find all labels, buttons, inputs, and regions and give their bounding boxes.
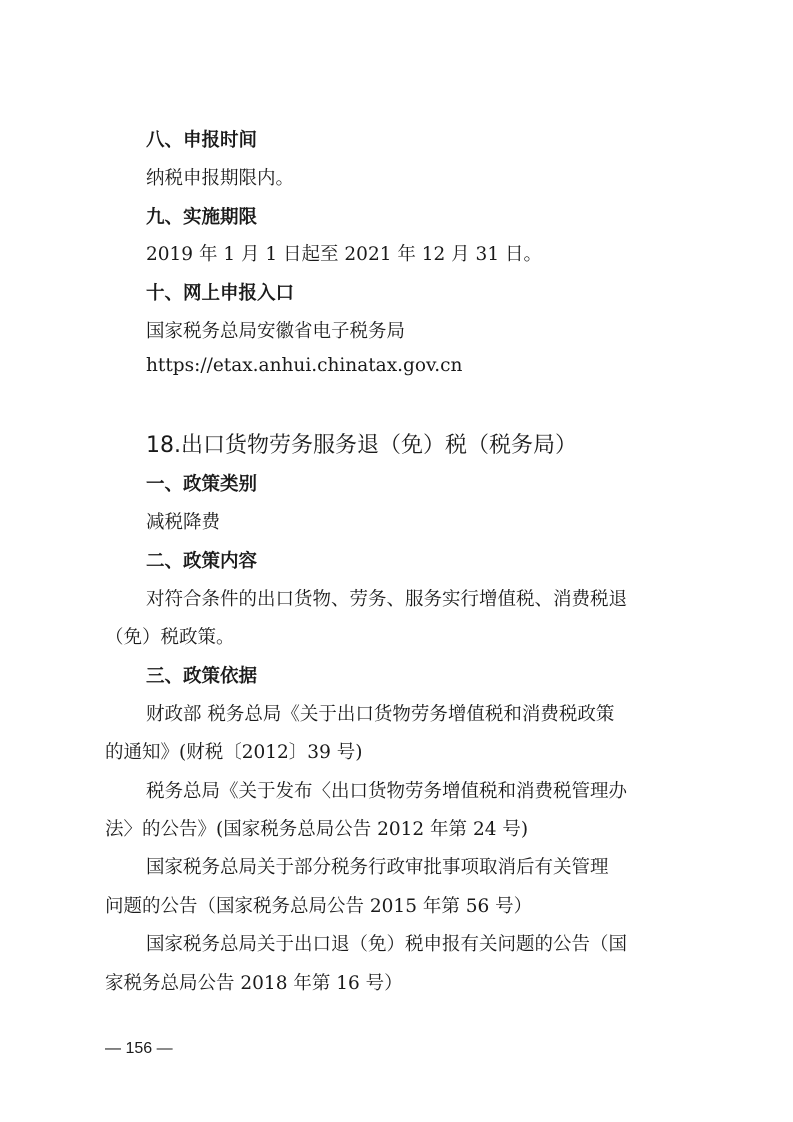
- heading-policy-content: 二、政策内容: [146, 551, 258, 572]
- basis-2-line1: 税务总局《关于发布〈出口货物劳务增值税和消费税管理办: [146, 781, 628, 802]
- text-online-entry-url: https://etax.anhui.chinatax.gov.cn: [146, 355, 463, 376]
- text-policy-category: 减税降费: [146, 512, 221, 533]
- basis-1-line1: 财政部 税务总局《关于出口货物劳务增值税和消费税政策: [146, 704, 615, 725]
- basis-4-line1: 国家税务总局关于出口退（免）税申报有关问题的公告（国: [146, 934, 628, 955]
- text-policy-content-line1: 对符合条件的出口货物、劳务、服务实行增值税、消费税退: [146, 589, 628, 610]
- heading-effective-period: 九、实施期限: [146, 207, 258, 228]
- heading-filing-time: 八、申报时间: [146, 130, 258, 151]
- section-title: 18.出口货物劳务服务退（免）税（税务局）: [146, 433, 577, 458]
- text-effective-period: 2019 年 1 月 1 日起至 2021 年 12 月 31 日。: [146, 244, 542, 265]
- heading-policy-category: 一、政策类别: [146, 474, 258, 495]
- basis-1-line2: 的通知》(财税〔2012〕39 号): [105, 742, 363, 763]
- text-policy-content-line2: （免）税政策。: [105, 627, 235, 648]
- text-online-entry-name: 国家税务总局安徽省电子税务局: [146, 321, 406, 342]
- basis-4-line2: 家税务总局公告 2018 年第 16 号）: [105, 973, 403, 994]
- heading-policy-basis: 三、政策依据: [146, 666, 258, 687]
- basis-3-line2: 问题的公告（国家税务总局公告 2015 年第 56 号）: [105, 896, 533, 917]
- text-filing-time: 纳税申报期限内。: [146, 168, 295, 189]
- page-number: — 156 —: [105, 1040, 173, 1057]
- heading-online-entry: 十、网上申报入口: [146, 283, 295, 304]
- basis-2-line2: 法〉的公告》(国家税务总局公告 2012 年第 24 号): [105, 819, 529, 840]
- basis-3-line1: 国家税务总局关于部分税务行政审批事项取消后有关管理: [146, 857, 609, 878]
